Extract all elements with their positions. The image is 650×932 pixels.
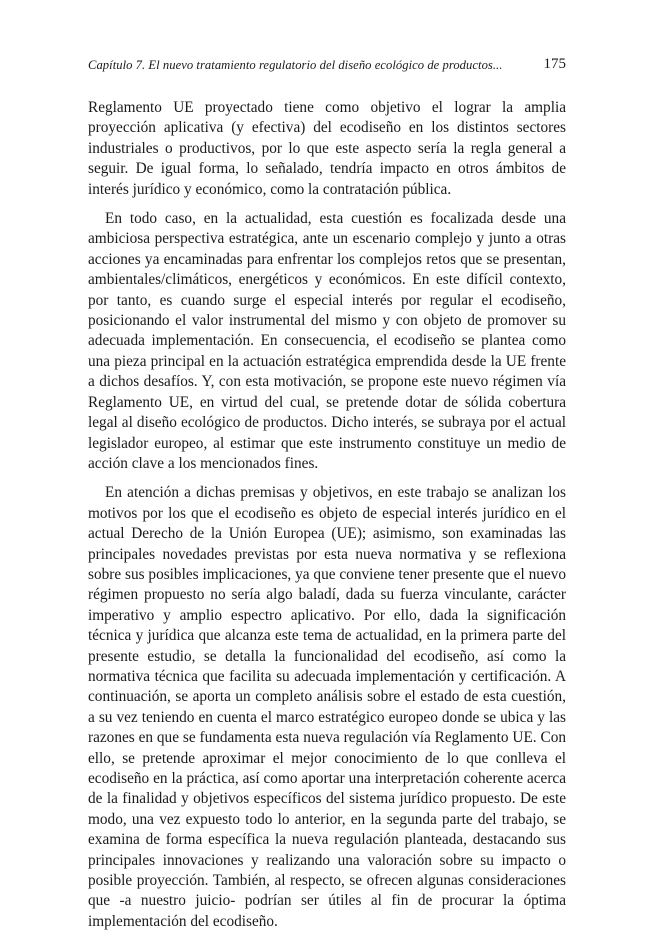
paragraph-2: En todo caso, en la actualidad, esta cuestión es focalizada desde una ambiciosa perspectiva estratégica, ante un escenario complejo y junto a otras acciones ya encaminadas para enfrentar los complejos retos que se presentan, ambientales/climáticos, energéticos y económicos. En este difícil contexto, por tanto, es cuando surge el especial interés por regular el ecodiseño, posicionando el valor instrumental del mismo y con objeto de promover su adecuada implementación. En consecuencia, el ecodiseño se plantea como una pieza principal en la actuación estratégica emprendida desde la UE frente a dichos desafíos. Y, con esta motivación, se propone este nuevo régimen vía Reglamento UE, en virtud del cual, se pretende dotar de sólida cobertura legal al diseño ecológico de productos. Dicho interés, se subraya por el actual legislador europeo, al estimar que este instrumento constituye un medio de acción clave a los mencionados fines. <box>88 210 566 472</box>
page-number: 175 <box>543 56 566 72</box>
body-text <box>88 98 566 932</box>
chapter-title: Capítulo 7. El nuevo tratamiento regulatorio del diseño ecológico de productos... <box>88 58 503 72</box>
paragraph-3: En atención a dichas premisas y objetivos, en este trabajo se analizan los motivos por los que el ecodiseño es objeto de especial interés jurídico en el actual Derecho de la Unión Europea (UE); asimismo, son examinadas las principales novedades previstas por esta nueva normativa y se reflexiona sobre sus posibles implicaciones, ya que conviene tener presente que el nuevo régimen propuesto no sería algo baladí, dada su fuerza vinculante, carácter imperativo y amplio espectro aplicativo. Por ello, dada la significación técnica y jurídica que alcanza este tema de actualidad, en la primera parte del presente estudio, se detalla la funcionalidad del ecodiseño, así como la normativa técnica que facilita su adecuada implementación y certificación. A continuación, se aporta un completo análisis sobre el estado de esta cuestión, a su vez teniendo en cuenta el marco estratégico europeo donde se ubica y las razones en que se fundamenta esta nueva regulación vía Reglamento UE. Con ello, se pretende aproximar el mejor conocimiento de lo que conlleva el ecodiseño en la práctica, así como aportar una interpretación coherente acerca de la finalidad y objetivos específicos del sistema jurídico propuesto. De este modo, una vez expuesto todo lo anterior, en la segunda parte del trabajo, se examina de forma específica la nueva regulación planteada, destacando sus principales innovaciones y realizando una valoración sobre su impacto o posible proyección. También, al respecto, se ofrecen algunas consideraciones que -a nuestro juicio- podrían ser útiles al fin de procurar la óptima implementación del ecodiseño. <box>88 484 566 930</box>
paragraph-1: Reglamento UE proyectado tiene como objetivo el lograr la amplia proyección aplicativa (y efectiva) del ecodiseño en los distintos sectores industriales o productivos, por lo que este aspecto sería la regla general a seguir. De igual forma, lo señalado, tendría impacto en otros ámbitos de interés jurídico y económico, como la contratación pública. <box>88 99 566 198</box>
running-header <box>88 56 566 78</box>
